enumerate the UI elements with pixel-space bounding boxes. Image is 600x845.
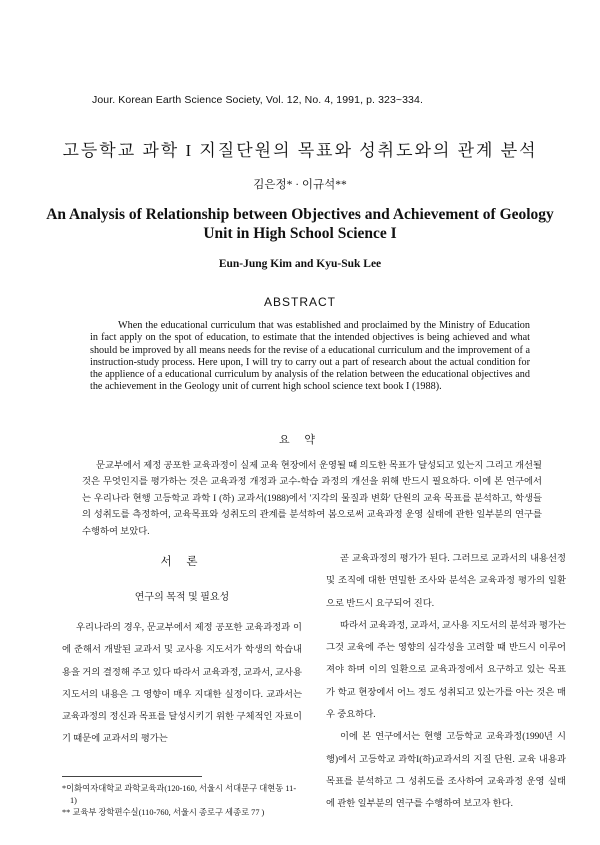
body-paragraph: 곧 교육과정의 평가가 된다. 그러므로 교과서의 내용선정 및 조직에 대한 면밀한 조사와 분석은 교육과정 평가의 일환으로 반드시 요구되어 진다. (326, 554, 566, 609)
body-paragraph: 우리나라의 경우, 문교부에서 제정 공포한 교육과정과 이에 준해서 개발된 교과서 및 교사용 지도서가 학생의 학습내용을 거의 결정해 주고 있다 따라서 교육과정, 교과서, 교사용 지도서의 내용은 그 영향이 매우 지대한 실정이다. 교과서는 교육과정의 정신과 목표를 달성시키기 위한 구체적인 자료이기 때문에 교과서의 평가는 (62, 623, 302, 745)
abstract-heading: ABSTRACT (263, 295, 336, 309)
body-paragraph: 이에 본 연구에서는 현행 고등학교 교육과정(1990년 시행)에서 고등학교 과학I(하)교과서의 지질 단원. 교육 내용과 목표를 분석하고 그 성취도를 조사하여 교육과정 운영 실태에 관한 일부분의 연구를 수행하여 보고자 한다. (326, 732, 566, 810)
footnote-divider (62, 776, 202, 777)
footnote-affiliation-1: *이화여자대학교 과학교육과(120-160, 서울시 서대문구 대현동 11-1) (62, 784, 297, 805)
right-column (326, 548, 566, 816)
english-authors: Eun-Jung Kim and Kyu-Suk Lee (218, 258, 382, 270)
summary-heading: 요 약 (278, 434, 321, 446)
subsection-heading: 연구의 목적 및 필요성 (134, 592, 230, 603)
abstract-text: When the educational curriculum that was established and proclaimed by the Ministry of Education in fact apply on the spot of education, to estimate that the intended objectives is being achieved and what should be improved by all means needs for the revise of a educational curriculum and the improvement of a instruction-study process. Here upon, I will try to carry out a part of research about the actual condition for the applience of a educational curriculum by analysis of the relation between the educational objectives and the achievement in the Geology unit of current high school science text book I (1988). (90, 320, 530, 393)
left-column (62, 617, 302, 751)
korean-title: 고등학교 과학 I 지질단원의 목표와 성취도와의 관계 분석 (62, 141, 538, 160)
abstract-body (90, 320, 530, 394)
summary-body (82, 458, 542, 540)
footnote-affiliation-2: ** 교육부 장학편수실(110-760, 서울시 종로구 세종로 77 ) (62, 807, 265, 817)
korean-authors: 김은정* · 이규석** (253, 179, 347, 191)
footnotes (62, 783, 302, 818)
body-paragraph: 따라서 교육과정, 교과서, 교사용 지도서의 분석과 평가는 그것 교육에 주는 영향의 심각성을 고려할 때 반드시 이루어져야 하며 이의 일환으로 교육과정에서 요구하고 있는 목표가 학교 현장에서 어느 정도 성취되고 있는가를 아는 것은 매우 중요하다. (326, 620, 566, 721)
section-heading: 서 론 (160, 556, 204, 568)
summary-text: 문교부에서 제정 공포한 교육과정이 실제 교육 현장에서 운영될 때 의도한 목표가 달성되고 있는지 그리고 개선될 것은 무엇인지를 평가하는 것은 교육과정 개정과 교수-학습 과정의 개선을 위해 반드시 필요하다. 이에 본 연구에서는 우리나라 현행 고등학교 과학 I (하) 교과서(1988)에서 '지각의 물질과 변화' 단원의 교육 목표를 분석하고, 학생들의 성취도를 측정하여, 교육목표와 성취도의 관계를 분석하여 봄으로써 교육과정 운영 실태에 관한 일부분의 연구를 수행하여 보았다. (82, 461, 542, 537)
journal-reference: Jour. Korean Earth Science Society, Vol. 12, No. 4, 1991, p. 323~334. (92, 94, 423, 106)
english-title: An Analysis of Relationship between Objectives and Achievement of Geology Unit in High School Science I (46, 206, 554, 242)
